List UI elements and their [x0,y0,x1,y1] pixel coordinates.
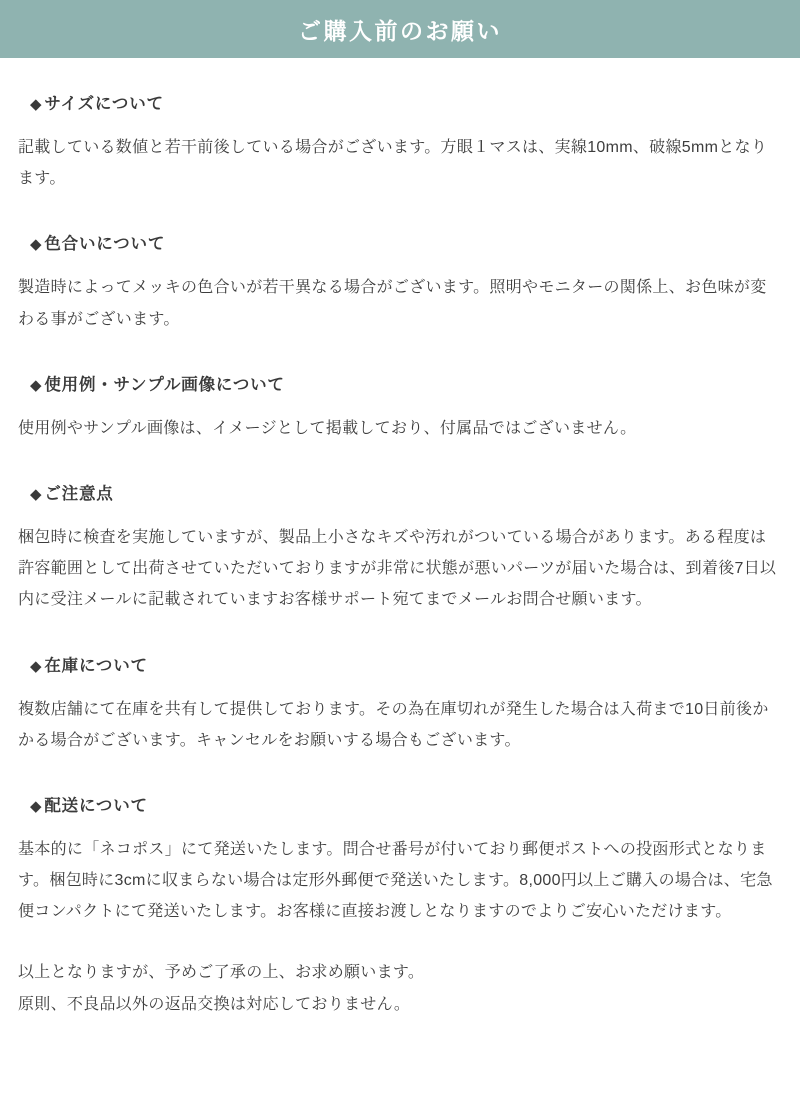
diamond-bullet-icon: ◆ [30,96,43,113]
section-heading [30,642,782,682]
section-heading [30,220,782,260]
section-heading [30,80,782,120]
closing-line-1: 以上となりますが、予めご了承の上、お求め願います。 [18,964,425,982]
section-body-text: 複数店舗にて在庫を共有して提供しております。その為在庫切れが発生した場合は入荷まで10日前後かかる場合がございます。キャンセルをお願いする場合もございます。 [18,700,769,749]
section-body-text: 基本的に「ネコポス」にて発送いたします。問合せ番号が付いており郵便ポストへの投函形式となります。梱包時に3cmに収まらない場合は定形外郵便で発送いたします。8,000円以上ご購入の場合は、宅急便コンパクトにて発送いたします。お客様に直接お渡しとなりますのでよりご安心いただけます。 [18,840,773,921]
section-heading-label: サイズについて [44,95,164,113]
section-body-text: 記載している数値と若干前後している場合がございます。方眼１マスは、実線10mm、破線5mmとなります。 [18,139,768,188]
diamond-bullet-icon: ◆ [30,236,43,254]
section-heading-label: 色合いについて [44,235,166,254]
closing-remarks [18,957,782,1019]
notice-section-color [18,220,782,334]
notice-content [0,58,800,1030]
section-body-text: 製造時によってメッキの色合いが若干異なる場合がございます。照明やモニターの関係上、お色味が変わる事がございます。 [18,279,767,328]
notice-section-size [18,80,782,194]
section-heading-label: 使用例・サンプル画像について [44,375,285,394]
diamond-bullet-icon: ◆ [30,797,43,815]
section-heading [30,470,782,510]
diamond-bullet-icon: ◆ [30,485,43,503]
notice-section-shipping [18,782,782,928]
diamond-bullet-icon: ◆ [30,657,43,675]
diamond-bullet-icon: ◆ [30,376,43,394]
section-body-text: 梱包時に検査を実施していますが、製品上小さなキズや汚れがついている場合があります。ある程度は許容範囲として出荷させていただいておりますが非常に状態が悪いパーツが届いた場合は、到着後7日以内に受注メールに記載されていますお客様サポート宛てまでメールお問合せ願います。 [18,528,777,609]
notice-section-cautions [18,470,782,616]
section-heading [30,782,782,822]
notice-section-stock [18,642,782,756]
page-header-banner [0,0,800,58]
page-title: ご購入前のお願い [298,17,502,44]
section-heading-label: 在庫について [44,656,148,675]
section-heading-label: 配送について [44,796,148,815]
notice-section-sample-images [18,361,782,444]
closing-line-2: 原則、不良品以外の返品交換は対応しておりません。 [18,995,411,1013]
section-heading-label: ご注意点 [44,484,114,503]
section-body-text: 使用例やサンプル画像は、イメージとして掲載しており、付属品ではございません。 [18,419,637,437]
section-heading [30,361,782,401]
